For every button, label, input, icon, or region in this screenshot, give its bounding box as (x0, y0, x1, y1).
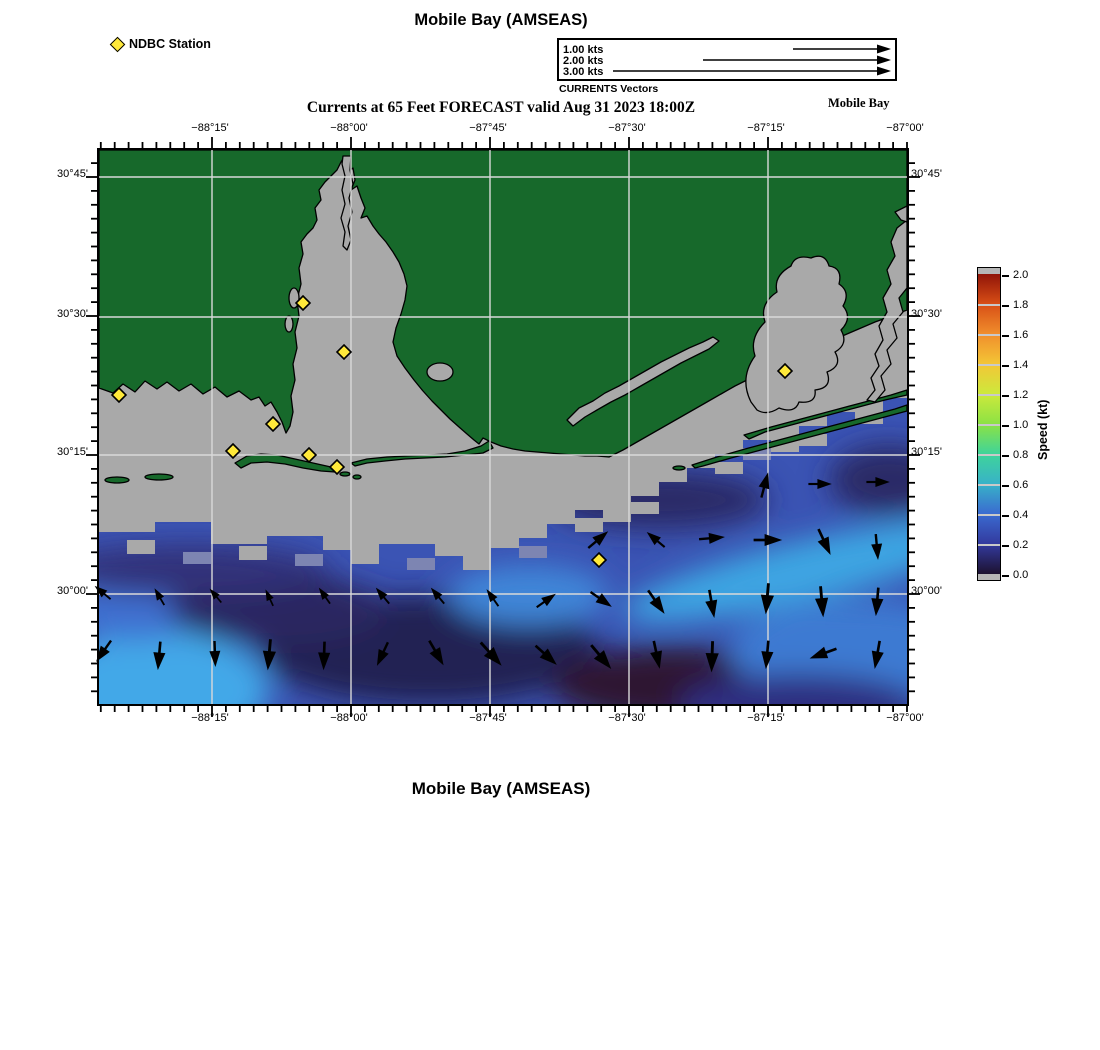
colorbar (977, 267, 1001, 581)
colorbar-gradient (978, 274, 1000, 574)
colorbar-tick (1002, 575, 1009, 577)
colorbar-tick (1002, 335, 1009, 337)
map (97, 148, 909, 706)
vector-scale-arrowhead-icon (877, 45, 891, 54)
lon-axis-label: −87°15' (747, 122, 785, 134)
footer-title: Mobile Bay (AMSEAS) (411, 779, 591, 798)
lat-axis-label: 30°45' (911, 168, 942, 180)
island (145, 474, 173, 480)
map-canvas (99, 150, 907, 704)
colorbar-tick (1002, 275, 1009, 277)
colorbar-tick-label: 1.4 (1013, 359, 1029, 371)
colorbar-tick (1002, 515, 1009, 517)
colorbar-gridline (978, 394, 1000, 396)
colorbar-gridline (978, 424, 1000, 426)
marsh-channel (285, 316, 293, 332)
lon-axis-label: −87°30' (608, 712, 646, 724)
island (105, 477, 129, 483)
lat-axis-label: 30°30' (57, 308, 88, 320)
lat-axis-label: 30°15' (57, 446, 88, 458)
island (673, 466, 685, 470)
colorbar-tick (1002, 365, 1009, 367)
lon-axis-label: −87°30' (608, 122, 646, 134)
island (340, 472, 350, 476)
lon-axis-label: −88°15' (191, 122, 229, 134)
colorbar-under-range-cap (978, 574, 1000, 580)
ndbc-station-label: NDBC Station (129, 37, 211, 51)
colorbar-tick (1002, 425, 1009, 427)
colorbar-title: Speed (kt) (1036, 399, 1050, 461)
colorbar-tick (1002, 305, 1009, 307)
vector-scale-label: 1.00 kts (563, 44, 604, 56)
colorbar-gridline (978, 484, 1000, 486)
vector-scale-label: 2.00 kts (563, 55, 604, 67)
lat-axis-label: 30°15' (911, 446, 942, 458)
colorbar-tick (1002, 455, 1009, 457)
lon-axis-label: −87°00' (886, 712, 924, 724)
lat-axis-label: 30°45' (57, 168, 88, 180)
page-title: Mobile Bay (AMSEAS) (414, 11, 588, 29)
region-label: Mobile Bay (828, 96, 890, 110)
vector-scale-arrowhead-icon (877, 56, 891, 65)
lon-axis-label: −87°00' (886, 122, 924, 134)
lon-axis-label: −87°15' (747, 712, 785, 724)
colorbar-gridline (978, 334, 1000, 336)
vector-scale-label: 3.00 kts (563, 66, 604, 78)
lon-axis-label: −87°45' (469, 712, 507, 724)
lon-axis-label: −88°15' (191, 712, 229, 724)
colorbar-tick (1002, 395, 1009, 397)
small-bay (427, 363, 453, 381)
lon-axis-label: −88°00' (330, 122, 368, 134)
currents-vectors-caption: CURRENTS Vectors (559, 83, 659, 95)
colorbar-tick-label: 1.8 (1013, 299, 1029, 311)
colorbar-tick-label: 0.4 (1013, 509, 1029, 521)
colorbar-tick (1002, 485, 1009, 487)
colorbar-gridline (978, 544, 1000, 546)
forecast-subtitle: Currents at 65 Feet FORECAST valid Aug 31 2023 18:00Z (306, 99, 696, 116)
ndbc-station-diamond-icon (110, 36, 126, 52)
colorbar-tick-label: 1.0 (1013, 419, 1029, 431)
lat-axis-label: 30°00' (911, 585, 942, 597)
lat-axis-label: 30°00' (57, 585, 88, 597)
colorbar-tick (1002, 545, 1009, 547)
colorbar-tick-label: 1.6 (1013, 329, 1029, 341)
island (353, 475, 361, 479)
lon-axis-label: −87°45' (469, 122, 507, 134)
lat-axis-label: 30°30' (911, 308, 942, 320)
colorbar-gridline (978, 454, 1000, 456)
colorbar-gridline (978, 364, 1000, 366)
vector-scale-legend (557, 38, 897, 81)
vector-scale-rows (559, 40, 895, 79)
colorbar-tick-label: 2.0 (1013, 269, 1029, 281)
vector-scale-arrowhead-icon (877, 67, 891, 76)
lon-axis-label: −88°00' (330, 712, 368, 724)
colorbar-gridline (978, 514, 1000, 516)
colorbar-tick-label: 0.0 (1013, 569, 1029, 581)
colorbar-gridline (978, 304, 1000, 306)
colorbar-tick-label: 0.2 (1013, 539, 1029, 551)
colorbar-tick-label: 1.2 (1013, 389, 1029, 401)
colorbar-tick-label: 0.8 (1013, 449, 1029, 461)
colorbar-tick-label: 0.6 (1013, 479, 1029, 491)
ndbc-station-legend (112, 36, 211, 52)
